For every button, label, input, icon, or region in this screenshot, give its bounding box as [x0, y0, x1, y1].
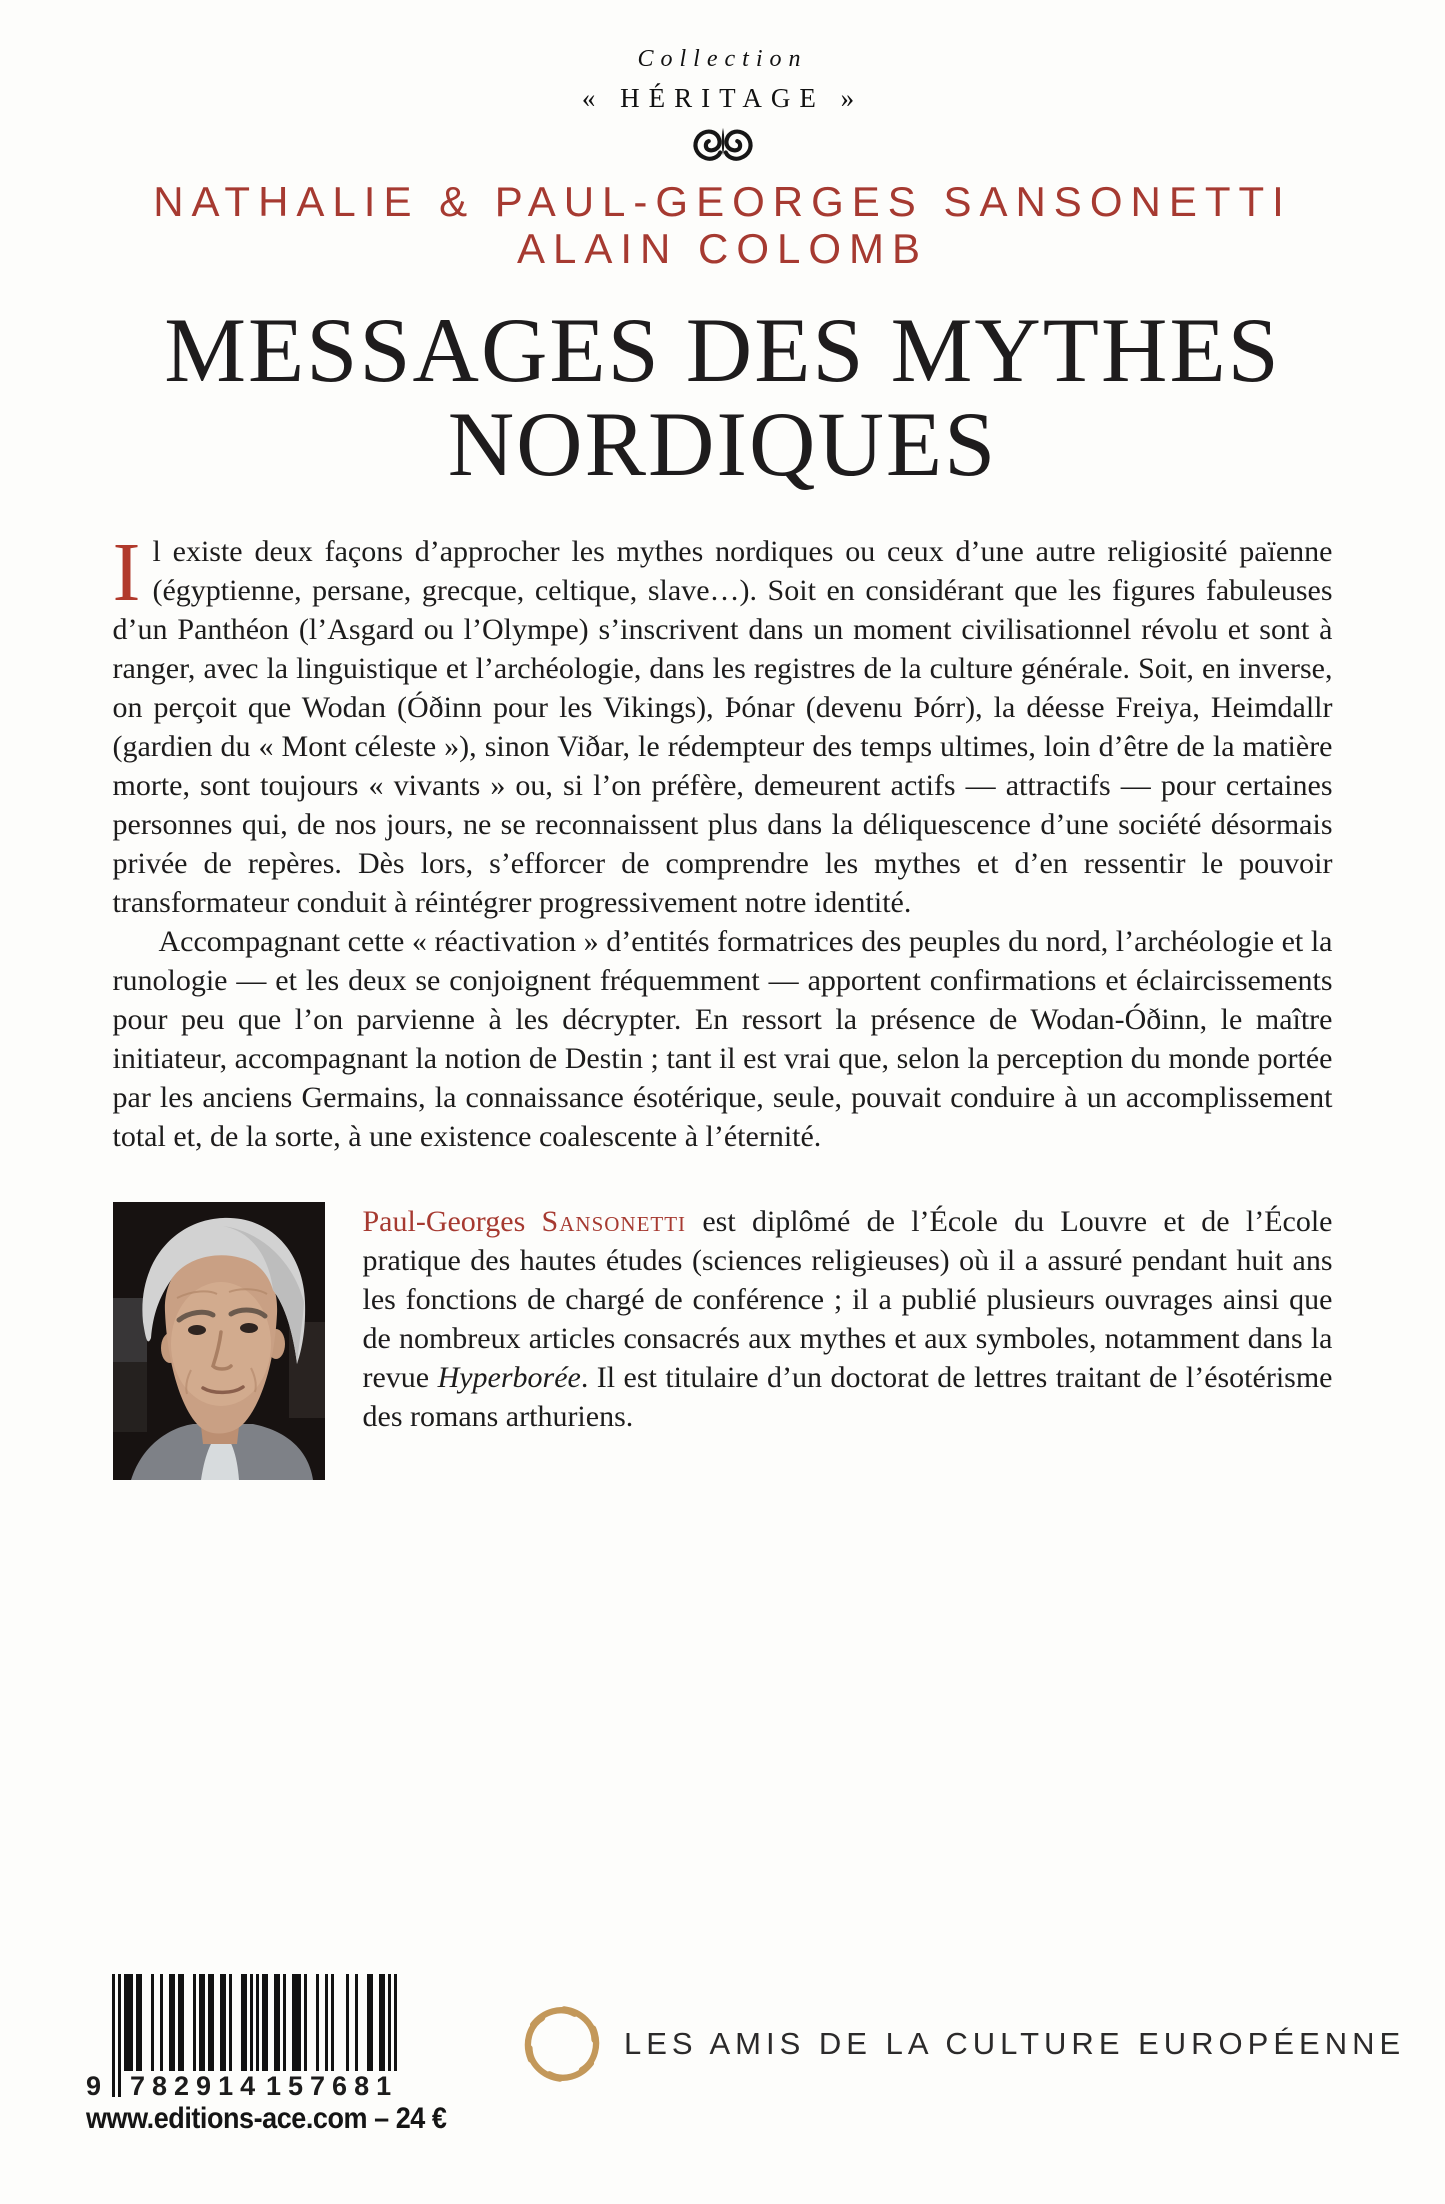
- drop-cap: I: [112, 525, 141, 619]
- isbn-first-digit: 9: [86, 2071, 102, 2101]
- isbn-left-digits: 782914: [130, 2071, 263, 2101]
- isbn-right-digits: 157681: [266, 2071, 399, 2101]
- synopsis-paragraph-2: Accompagnant cette « réactivation » d’entités formatrices des peuples du nord, l’archéologie et la runologie — et les deux se conjoignent fréquemment — apportent confirmations et éclaircissements pour peu que l’on parvienne à les décrypter. En ressort la présence de Wodan-Óðinn, le maître initiateur, accompagnant la notion de Destin ; tant il est vrai que, selon la perception du monde portée par les anciens Germains, la connaissance ésotérique, seule, pouvait conduire à un accomplissement total et, de la sorte, à une existence coalescente à l’éternité.: [112, 924, 1333, 1153]
- bio-journal-title: Hyperborée: [437, 1360, 581, 1394]
- website-and-price: www.editions-ace.com – 24 €: [86, 2102, 447, 2135]
- synopsis-paragraph-1: [112, 525, 1333, 922]
- synopsis-paragraph-1-text: l existe deux façons d’approcher les mythes nordiques ou ceux d’une autre religiosité païenne (égyptienne, persane, grecque, celtique, slave…). Soit en considérant que les figures fabuleuses d’un Panthéon (l’Asgard ou l’Olympe) s’inscrivent dans un moment civilisationnel révolu et sont à ranger, avec la linguistique et l’archéologie, dans les registres de la culture générale. Soit, en inverse, on perçoit que Wodan (Óðinn pour les Vikings), Þónar (devenu Þórr), la déesse Freiya, Heimdallr (gardien du « Mont céleste »), sinon Viðar, le rédempteur des temps ultimes, loin d’être de la matière morte, sont toujours « vivants » ou, si l’on préfère, demeurent actifs — attractifs — pour certaines personnes qui, de nos jours, ne se reconnaissent plus dans la déliquescence d’une société désormais privée de repères. Dès lors, s’efforcer de comprendre les mythes et d’en ressentir le pouvoir transformateur conduit à réintégrer progressivement notre identité.: [112, 534, 1333, 919]
- collection-label: Collection: [637, 46, 808, 72]
- header-block: [0, 0, 1445, 495]
- double-spiral-icon: [0, 124, 1445, 162]
- book-title: [0, 299, 1445, 495]
- author-names: [0, 178, 1445, 272]
- synopsis: [112, 525, 1333, 1156]
- bio-author-surname: Sansonetti: [541, 1204, 687, 1238]
- publisher-name: LES AMIS DE LA CULTURE EUROPÉENNE: [624, 2026, 1406, 2061]
- collection-name: « HÉRITAGE »: [581, 83, 864, 113]
- book-title-line-2: NORDIQUES: [447, 392, 998, 495]
- book-title-line-1: MESSAGES DES MYTHES: [164, 299, 1281, 402]
- author-photo: [113, 1202, 325, 1480]
- bio-author-firstname: Paul-Georges: [362, 1204, 542, 1238]
- publisher-block: [520, 2002, 1405, 2086]
- bio-text-after-italic: . Il est titulaire d’un doctorat de lettres traitant de l’ésotérisme des romans arthuriens.: [362, 1360, 1333, 1433]
- author-bio-section: [113, 1202, 1333, 1480]
- gold-swirl-icon: [520, 2002, 604, 2086]
- author-bio-text: [363, 1202, 1333, 1436]
- ean-barcode: [86, 1974, 399, 2101]
- author-line-2: ALAIN COLOMB: [516, 225, 929, 273]
- bio-text-before-italic: est diplômé de l’École du Louvre et de l’École pratique des hautes études (sciences religieuses) où il a assuré pendant huit ans les fonctions de chargé de conférence ; il a publié plusieurs ouvrages ainsi que de nombreux articles consacrés aux mythes et aux symboles, notamment dans la revue: [362, 1204, 1333, 1394]
- author-line-1: NATHALIE & PAUL-GEORGES SANSONETTI: [153, 178, 1292, 225]
